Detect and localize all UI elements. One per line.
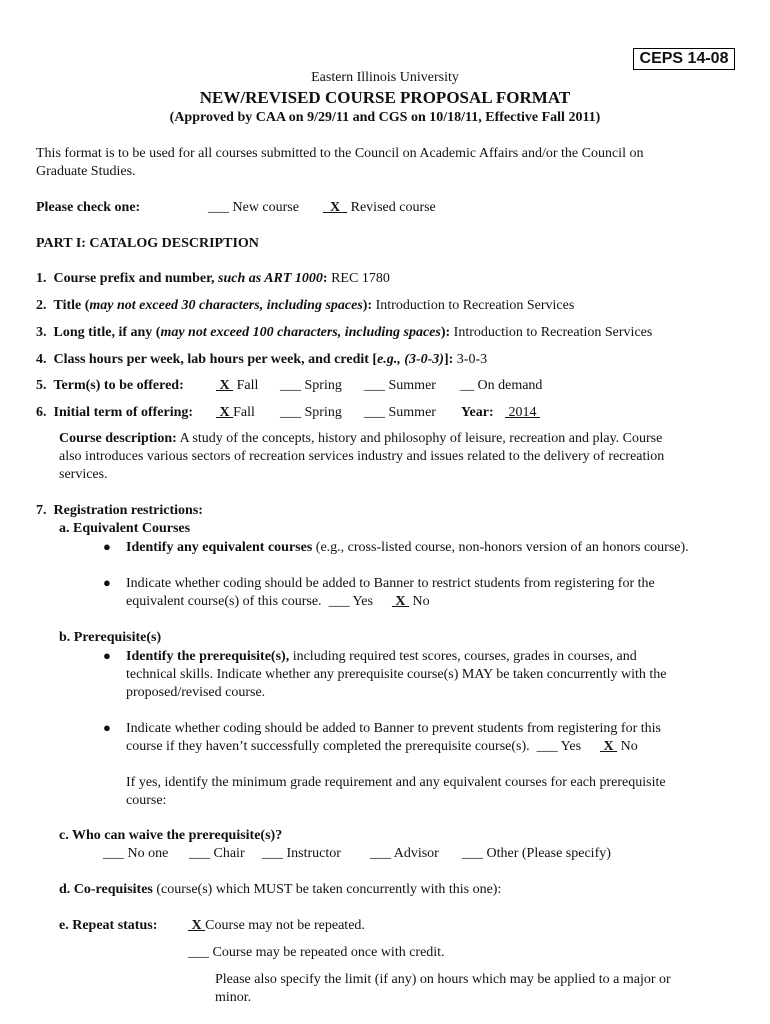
equivalent-coding-line-1: Indicate whether coding should be added to Banner to restrict students from registering for the <box>126 576 655 591</box>
course-description-line-3: services. <box>59 467 108 482</box>
new-course-option[interactable] <box>208 199 299 216</box>
repeat-once-option[interactable]: ___ Course may be repeated once with credit. <box>188 945 445 960</box>
new-course-label: New course <box>232 200 299 215</box>
equivalent-yes-option[interactable]: ___ Yes <box>328 594 373 609</box>
title-value[interactable]: Introduction to Recreation Services <box>375 298 575 313</box>
prereq-identify-line-3: proposed/revised course. <box>126 685 266 700</box>
item-title: 2. Title (may not exceed 30 characters, including spaces): Introduction to Recreation Services <box>36 298 575 313</box>
prereq-identify-line-2: technical skills. Indicate whether any prerequisite course(s) MAY be taken concurrently with the <box>126 667 667 682</box>
bullet-icon: ● <box>103 720 111 735</box>
equivalent-identify-line: Identify any equivalent courses (e.g., cross-listed course, non-honors version of an honors course). <box>126 540 689 555</box>
form-code-badge: CEPS 14-08 <box>633 48 735 70</box>
long-title-value[interactable]: Introduction to Recreation Services <box>453 325 653 340</box>
prerequisites-heading: b. Prerequisite(s) <box>59 630 162 645</box>
prereq-ifyes-line-2: course: <box>126 793 167 808</box>
term-ondemand-option[interactable]: __ On demand <box>460 378 543 393</box>
initial-fall-option[interactable]: X Fall <box>219 405 255 420</box>
waive-other-option[interactable]: ___ Other (Please specify) <box>462 846 611 861</box>
prereq-no-option[interactable]: X No <box>603 739 638 754</box>
term-fall-option[interactable]: X Fall <box>219 378 259 393</box>
course-prefix-value[interactable]: REC 1780 <box>331 271 390 286</box>
initial-summer-option[interactable]: ___ Summer <box>364 405 436 420</box>
prereq-ifyes-line-1: If yes, identify the minimum grade requirement and any equivalent courses for each prerequisite <box>126 775 666 790</box>
form-title: NEW/REVISED COURSE PROPOSAL FORMAT <box>199 88 571 107</box>
repeat-not-repeated-option[interactable]: X Course may not be repeated. <box>191 918 365 933</box>
term-spring-option[interactable]: ___ Spring <box>280 378 342 393</box>
university-name: Eastern Illinois University <box>311 70 459 85</box>
prereq-coding-line-1: Indicate whether coding should be added to Banner to prevent students from registering for this <box>126 721 661 736</box>
repeat-status-heading: e. Repeat status: <box>59 918 158 933</box>
course-description-label: Course description: <box>59 431 177 446</box>
class-hours-value[interactable]: 3-0-3 <box>456 352 488 367</box>
corequisites-line: d. Co-requisites (course(s) which MUST be taken concurrently with this one): <box>59 882 502 897</box>
intro-line-2: Graduate Studies. <box>36 164 136 179</box>
repeat-note-line-2: minor. <box>215 990 252 1005</box>
repeat-note-line-1: Please also specify the limit (if any) on hours which may be applied to a major or <box>215 972 671 987</box>
equivalent-no-option[interactable]: X No <box>395 594 430 609</box>
bullet-icon: ● <box>103 648 111 663</box>
revised-course-label: Revised course <box>350 200 436 215</box>
course-description-line-2: also introduces various sectors of recreation services industry and issues related to the delivery of recreation <box>59 449 665 464</box>
bullet-icon: ● <box>103 539 111 554</box>
waive-instructor-option[interactable]: ___ Instructor <box>262 846 341 861</box>
bullet-icon: ● <box>103 575 111 590</box>
new-course-mark[interactable]: ___ <box>208 200 229 215</box>
item-class-hours: 4. Class hours per week, lab hours per week, and credit [e.g., (3-0-3)]: 3-0-3 <box>36 352 488 367</box>
equivalent-courses-heading: a. Equivalent Courses <box>59 521 191 536</box>
prereq-yes-option[interactable]: ___ Yes <box>536 739 582 754</box>
waive-chair-option[interactable]: ___ Chair <box>189 846 245 861</box>
item-course-prefix: 1. Course prefix and number, such as ART 1000: REC 1780 <box>36 271 390 286</box>
course-description-line-1: Course description: A study of the concepts, history and philosophy of leisure, recreation and play. Course <box>59 431 663 446</box>
waive-heading: c. Who can waive the prerequisite(s)? <box>59 828 283 843</box>
year-label: Year: <box>461 405 494 420</box>
item-initial-term: 6. Initial term of offering: <box>36 405 194 420</box>
revised-course-mark[interactable]: X <box>330 200 341 215</box>
item-terms-offered: 5. Term(s) to be offered: <box>36 378 184 393</box>
prereq-identify-line-1: Identify the prerequisite(s), including required test scores, courses, grades in courses, and <box>126 649 637 664</box>
waive-no-one-option[interactable]: ___ No one <box>103 846 169 861</box>
waive-advisor-option[interactable]: ___ Advisor <box>370 846 439 861</box>
prereq-coding-line-2: course if they haven’t successfully completed the prerequisite course(s). ___ Yes X No <box>126 739 638 754</box>
registration-heading: 7. Registration restrictions: <box>36 503 203 518</box>
revised-course-option[interactable] <box>323 199 436 216</box>
term-summer-option[interactable]: ___ Summer <box>364 378 436 393</box>
intro-line-1: This format is to be used for all courses submitted to the Council on Academic Affairs and/or the Council on <box>36 146 644 161</box>
initial-spring-option[interactable]: ___ Spring <box>280 405 342 420</box>
part1-heading: PART I: CATALOG DESCRIPTION <box>36 236 259 251</box>
approval-note: (Approved by CAA on 9/29/11 and CGS on 10/18/11, Effective Fall 2011) <box>169 110 601 125</box>
item-long-title: 3. Long title, if any (may not exceed 100 characters, including spaces): Introduction to Recreation Services <box>36 325 653 340</box>
equivalent-coding-line-2: equivalent course(s) of this course. ___ Yes X No <box>126 594 430 609</box>
year-value[interactable]: 2014 <box>508 405 537 420</box>
check-one-label: Please check one: <box>36 200 141 215</box>
